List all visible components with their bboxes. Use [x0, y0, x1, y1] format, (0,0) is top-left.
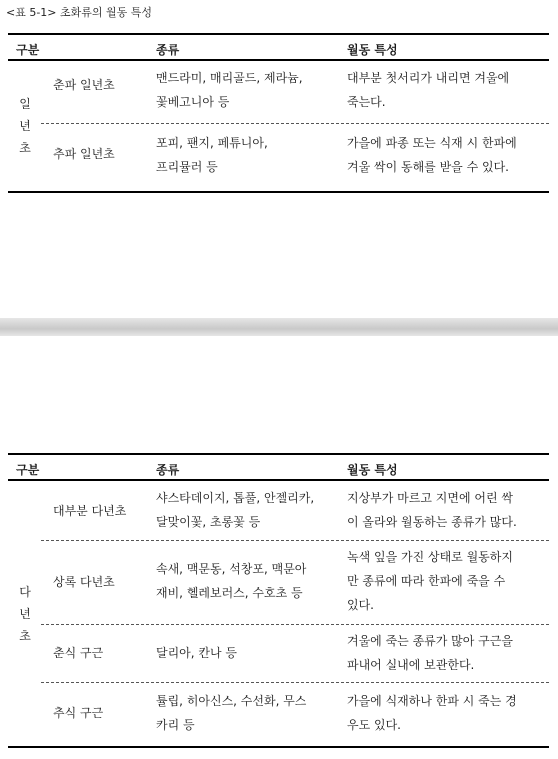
table-header	[8, 453, 549, 481]
header-kinds: 종류	[156, 463, 180, 477]
row-kinds: 속새, 맥문동, 석창포, 맥문아 재비, 헬레보러스, 수호초 등	[156, 562, 307, 600]
row-kinds: 샤스타데이지, 톱풀, 안젤리카, 달맞이꽃, 초롱꽃 등	[156, 491, 315, 529]
row-kinds: 달리아, 칸나 등	[156, 646, 237, 660]
table-row	[41, 123, 549, 189]
header-category: 구분	[16, 463, 40, 477]
row-subcategory: 상록 다년초	[53, 575, 115, 589]
header-kinds: 종류	[156, 43, 180, 57]
table-body	[8, 61, 549, 193]
table-row	[41, 61, 549, 124]
perennial-table	[8, 453, 549, 748]
annual-table	[8, 33, 549, 193]
table-caption: <표 5-1> 초화류의 월동 특성	[6, 6, 153, 19]
row-feature: 지상부가 마르고 지면에 어린 싹 이 올라와 월동하는 종류가 많다.	[347, 491, 517, 529]
table-row	[41, 481, 549, 541]
table-row	[41, 540, 549, 625]
header-feature: 월동 특성	[347, 463, 398, 477]
row-feature: 대부분 첫서리가 내리면 겨울에 죽는다.	[347, 71, 510, 109]
row-feature: 녹색 잎을 가진 상태로 월동하지 만 종류에 따라 한파에 죽을 수 있다.	[347, 550, 513, 612]
row-feature: 겨울에 죽는 종류가 많아 구근을 파내어 실내에 보관한다.	[347, 634, 513, 672]
table-row	[41, 682, 549, 744]
row-subcategory: 대부분 다년초	[53, 504, 127, 518]
row-subcategory: 춘식 구근	[53, 646, 104, 660]
row-feature: 가을에 식재하나 한파 시 죽는 경 우도 있다.	[347, 694, 517, 732]
row-subcategory: 추파 일년초	[53, 147, 115, 161]
group-label-perennial: 다 년 초	[19, 584, 31, 643]
table-row	[41, 624, 549, 683]
row-kinds: 맨드라미, 매리골드, 제라늄, 꽃베고니아 등	[156, 71, 303, 109]
page-break	[0, 318, 558, 336]
header-category: 구분	[16, 43, 40, 57]
header-feature: 월동 특성	[347, 43, 398, 57]
table-body	[8, 481, 549, 748]
group-label-annual: 일 년 초	[19, 97, 31, 155]
row-kinds: 튤립, 히아신스, 수선화, 무스 카리 등	[156, 694, 307, 732]
row-subcategory: 추식 구근	[53, 706, 104, 720]
row-feature: 가을에 파종 또는 식재 시 한파에 겨울 싹이 동해를 받을 수 있다.	[347, 136, 517, 174]
row-subcategory: 춘파 일년초	[53, 78, 115, 92]
row-kinds: 포피, 팬지, 페튜니아, 프리뮬러 등	[156, 136, 268, 174]
table-header	[8, 33, 549, 61]
